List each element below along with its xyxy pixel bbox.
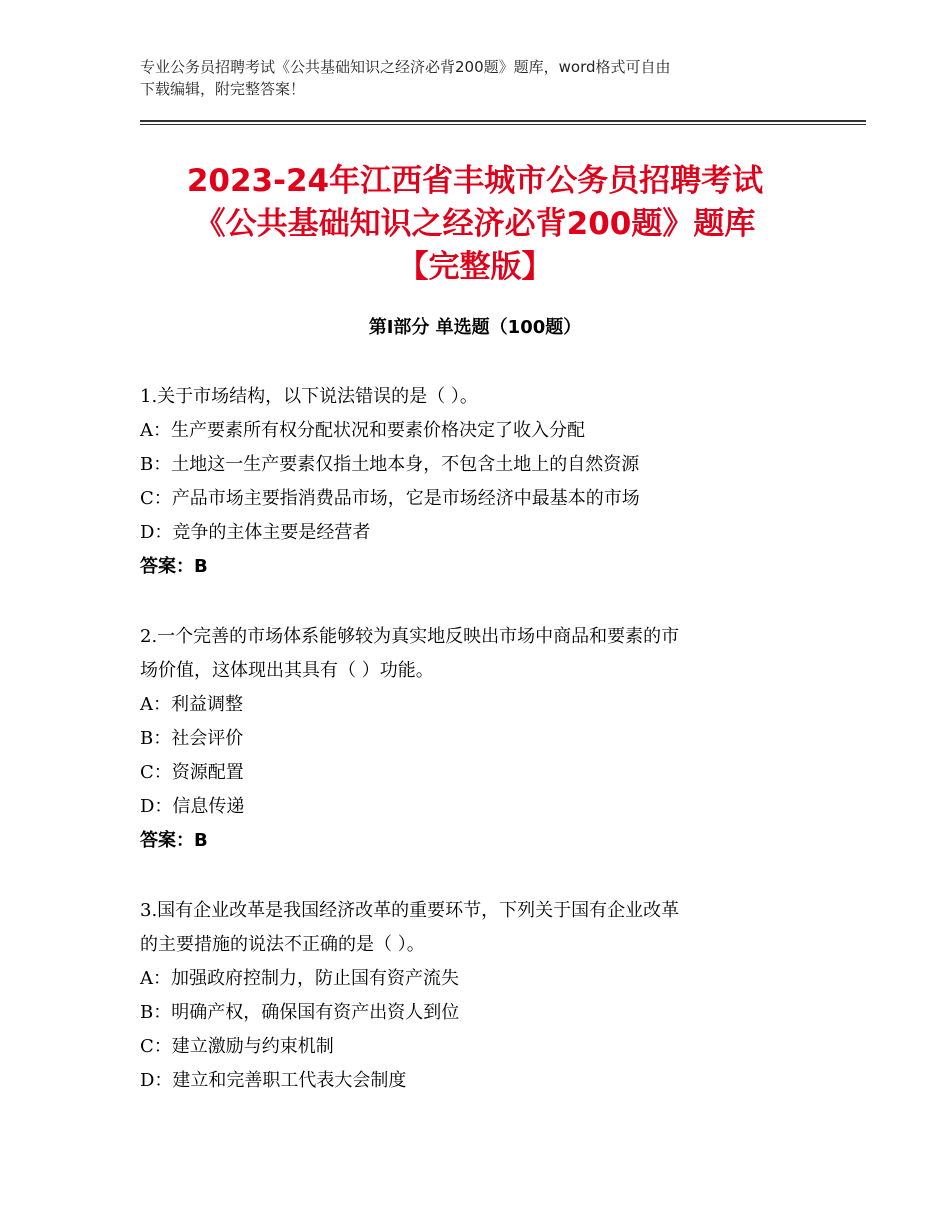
question-stem: 1.关于市场结构，以下说法错误的是（ ）。 [140, 386, 478, 407]
question-stem: 2.一个完善的市场体系能够较为真实地反映出市场中商品和要素的市 [140, 626, 680, 647]
page-title [100, 160, 850, 289]
option-a: A：利益调整 [140, 694, 243, 715]
option-b: B：明确产权，确保国有资产出资人到位 [140, 1002, 460, 1023]
option-a: A：加强政府控制力，防止国有资产流失 [140, 968, 459, 989]
option-b: B：社会评价 [140, 728, 244, 749]
question-list [140, 380, 830, 1098]
header-note-line: 下载编辑，附完整答案！ [140, 80, 306, 98]
option-c: C：资源配置 [140, 762, 244, 783]
title-line: 【完整版】 [397, 249, 553, 285]
answer-text: 答案：B [140, 830, 208, 851]
header-divider-thin [140, 124, 866, 125]
question-item [140, 894, 830, 1098]
header-note-line: 专业公务员招聘考试《公共基础知识之经济必背200题》题库，word格式可自由 [140, 58, 671, 76]
header-note [140, 56, 810, 100]
question-item [140, 620, 830, 858]
option-c: C：建立激励与约束机制 [140, 1036, 334, 1057]
question-stem: 场价值，这体现出其具有（ ）功能。 [140, 660, 434, 681]
title-line: 《公共基础知识之经济必背200题》题库 [194, 206, 756, 242]
answer-text: 答案：B [140, 556, 208, 577]
option-d: D：竞争的主体主要是经营者 [140, 522, 371, 543]
option-c: C：产品市场主要指消费品市场，它是市场经济中最基本的市场 [140, 488, 640, 509]
header-divider [140, 120, 866, 122]
question-stem: 的主要措施的说法不正确的是（ ）。 [140, 934, 425, 955]
option-d: D：建立和完善职工代表大会制度 [140, 1070, 407, 1091]
option-b: B：土地这一生产要素仅指土地本身，不包含土地上的自然资源 [140, 454, 640, 475]
question-item [140, 380, 830, 584]
option-d: D：信息传递 [140, 796, 245, 817]
option-a: A：生产要素所有权分配状况和要素价格决定了收入分配 [140, 420, 585, 441]
title-line: 2023-24年江西省丰城市公务员招聘考试 [186, 163, 764, 199]
section-heading: 第Ⅰ部分 单选题（100题） [368, 317, 582, 338]
question-stem: 3.国有企业改革是我国经济改革的重要环节，下列关于国有企业改革 [140, 900, 680, 921]
